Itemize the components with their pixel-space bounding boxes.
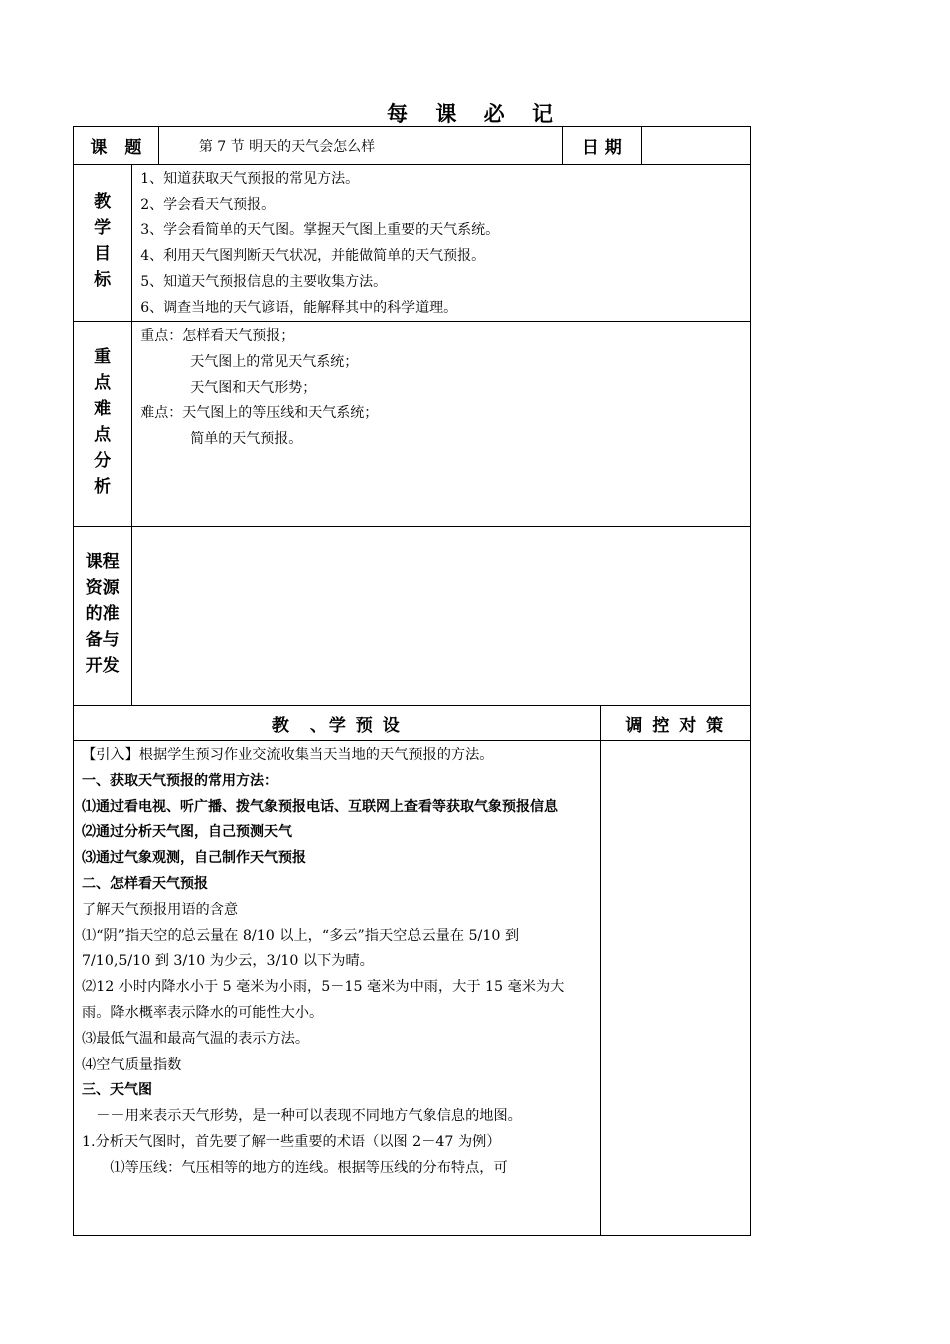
objective-item: 4、利用天气图判断天气状况，并能做简单的天气预报。	[140, 248, 486, 265]
preset-paragraph: 一、获取天气预报的常用方法：	[82, 772, 278, 789]
objective-item: 2、学会看天气预报。	[140, 196, 276, 213]
preset-paragraph: 了解天气预报用语的含意	[82, 901, 239, 918]
preset-paragraph: 三、天气图	[82, 1082, 152, 1099]
key-point-line: 重点：怎样看天气预报；	[140, 328, 295, 345]
preset-paragraph: ⑴通过看电视、听广播、拨气象预报电话、互联网上查看等获取气象预报信息	[82, 798, 558, 815]
preset-paragraph: －－用来表示天气形势，是一种可以表现不同地方气象信息的地图。	[82, 1108, 522, 1125]
strategy-content	[600, 741, 750, 1236]
lesson-info-table	[73, 126, 751, 706]
resources-content	[132, 527, 751, 706]
key-points-label: 重 点 难 点 分 析	[74, 322, 132, 527]
preset-paragraph: 【引入】根据学生预习作业交流收集当天当地的天气预报的方法。	[82, 747, 494, 763]
preset-paragraph: ⑶最低气温和最高气温的表示方法。	[82, 1030, 310, 1047]
topic-value: 第 7 节 明天的天气会怎么样	[158, 127, 562, 165]
objective-item: 5、知道天气预报信息的主要收集方法。	[140, 273, 388, 290]
resources-label: 课程 资源 的准 备与 开发	[74, 527, 132, 706]
objectives-content	[132, 165, 751, 322]
preset-paragraph: ⑷空气质量指数	[82, 1056, 182, 1073]
strategy-header: 调 控 对 策	[600, 706, 750, 741]
preset-paragraph: ⑴“阴”指天空的总云量在 8/10 以上，“多云”指天空总云量在 5/10 到 7/10,5/10 到 3/10 为少云，3/10 以下为晴。	[82, 927, 520, 970]
date-label: 日 期	[562, 127, 642, 165]
objective-item: 6、调查当地的天气谚语，能解释其中的科学道理。	[140, 299, 458, 316]
topic-label: 课 题	[74, 127, 159, 165]
teaching-preset-table	[73, 705, 751, 1236]
objective-item: 3、学会看简单的天气图。掌握天气图上重要的天气系统。	[140, 222, 500, 239]
key-point-line: 天气图上的常见天气系统；	[190, 353, 359, 370]
key-point-line: 天气图和天气形势；	[190, 379, 317, 396]
objectives-label: 教 学 目 标	[74, 165, 132, 322]
preset-header: 教 、学 预 设	[74, 706, 601, 741]
preset-paragraph: ⑵通过分析天气图，自己预测天气	[82, 824, 292, 841]
date-value	[642, 127, 751, 165]
key-point-line: 简单的天气预报。	[190, 431, 303, 448]
preset-content	[74, 741, 601, 1236]
page-title: 每 课 必 记	[387, 101, 563, 126]
preset-paragraph: ⑴等压线：气压相等的地方的连线。根据等压线的分布特点，可	[82, 1159, 508, 1176]
preset-paragraph: ⑵12 小时内降水小于 5 毫米为小雨，5－15 毫米为中雨，大于 15 毫米为大雨。降水概率表示降水的可能性大小。	[82, 979, 565, 1021]
objective-item: 1、知道获取天气预报的常见方法。	[140, 171, 360, 187]
preset-paragraph: ⑶通过气象观测，自己制作天气预报	[82, 850, 306, 867]
key-points-content	[132, 322, 751, 527]
preset-paragraph: 二、怎样看天气预报	[82, 875, 208, 892]
preset-paragraph: 1.分析天气图时，首先要了解一些重要的术语（以图 2－47 为例）	[82, 1133, 501, 1150]
key-point-line: 难点：天气图上的等压线和天气系统；	[140, 405, 379, 422]
